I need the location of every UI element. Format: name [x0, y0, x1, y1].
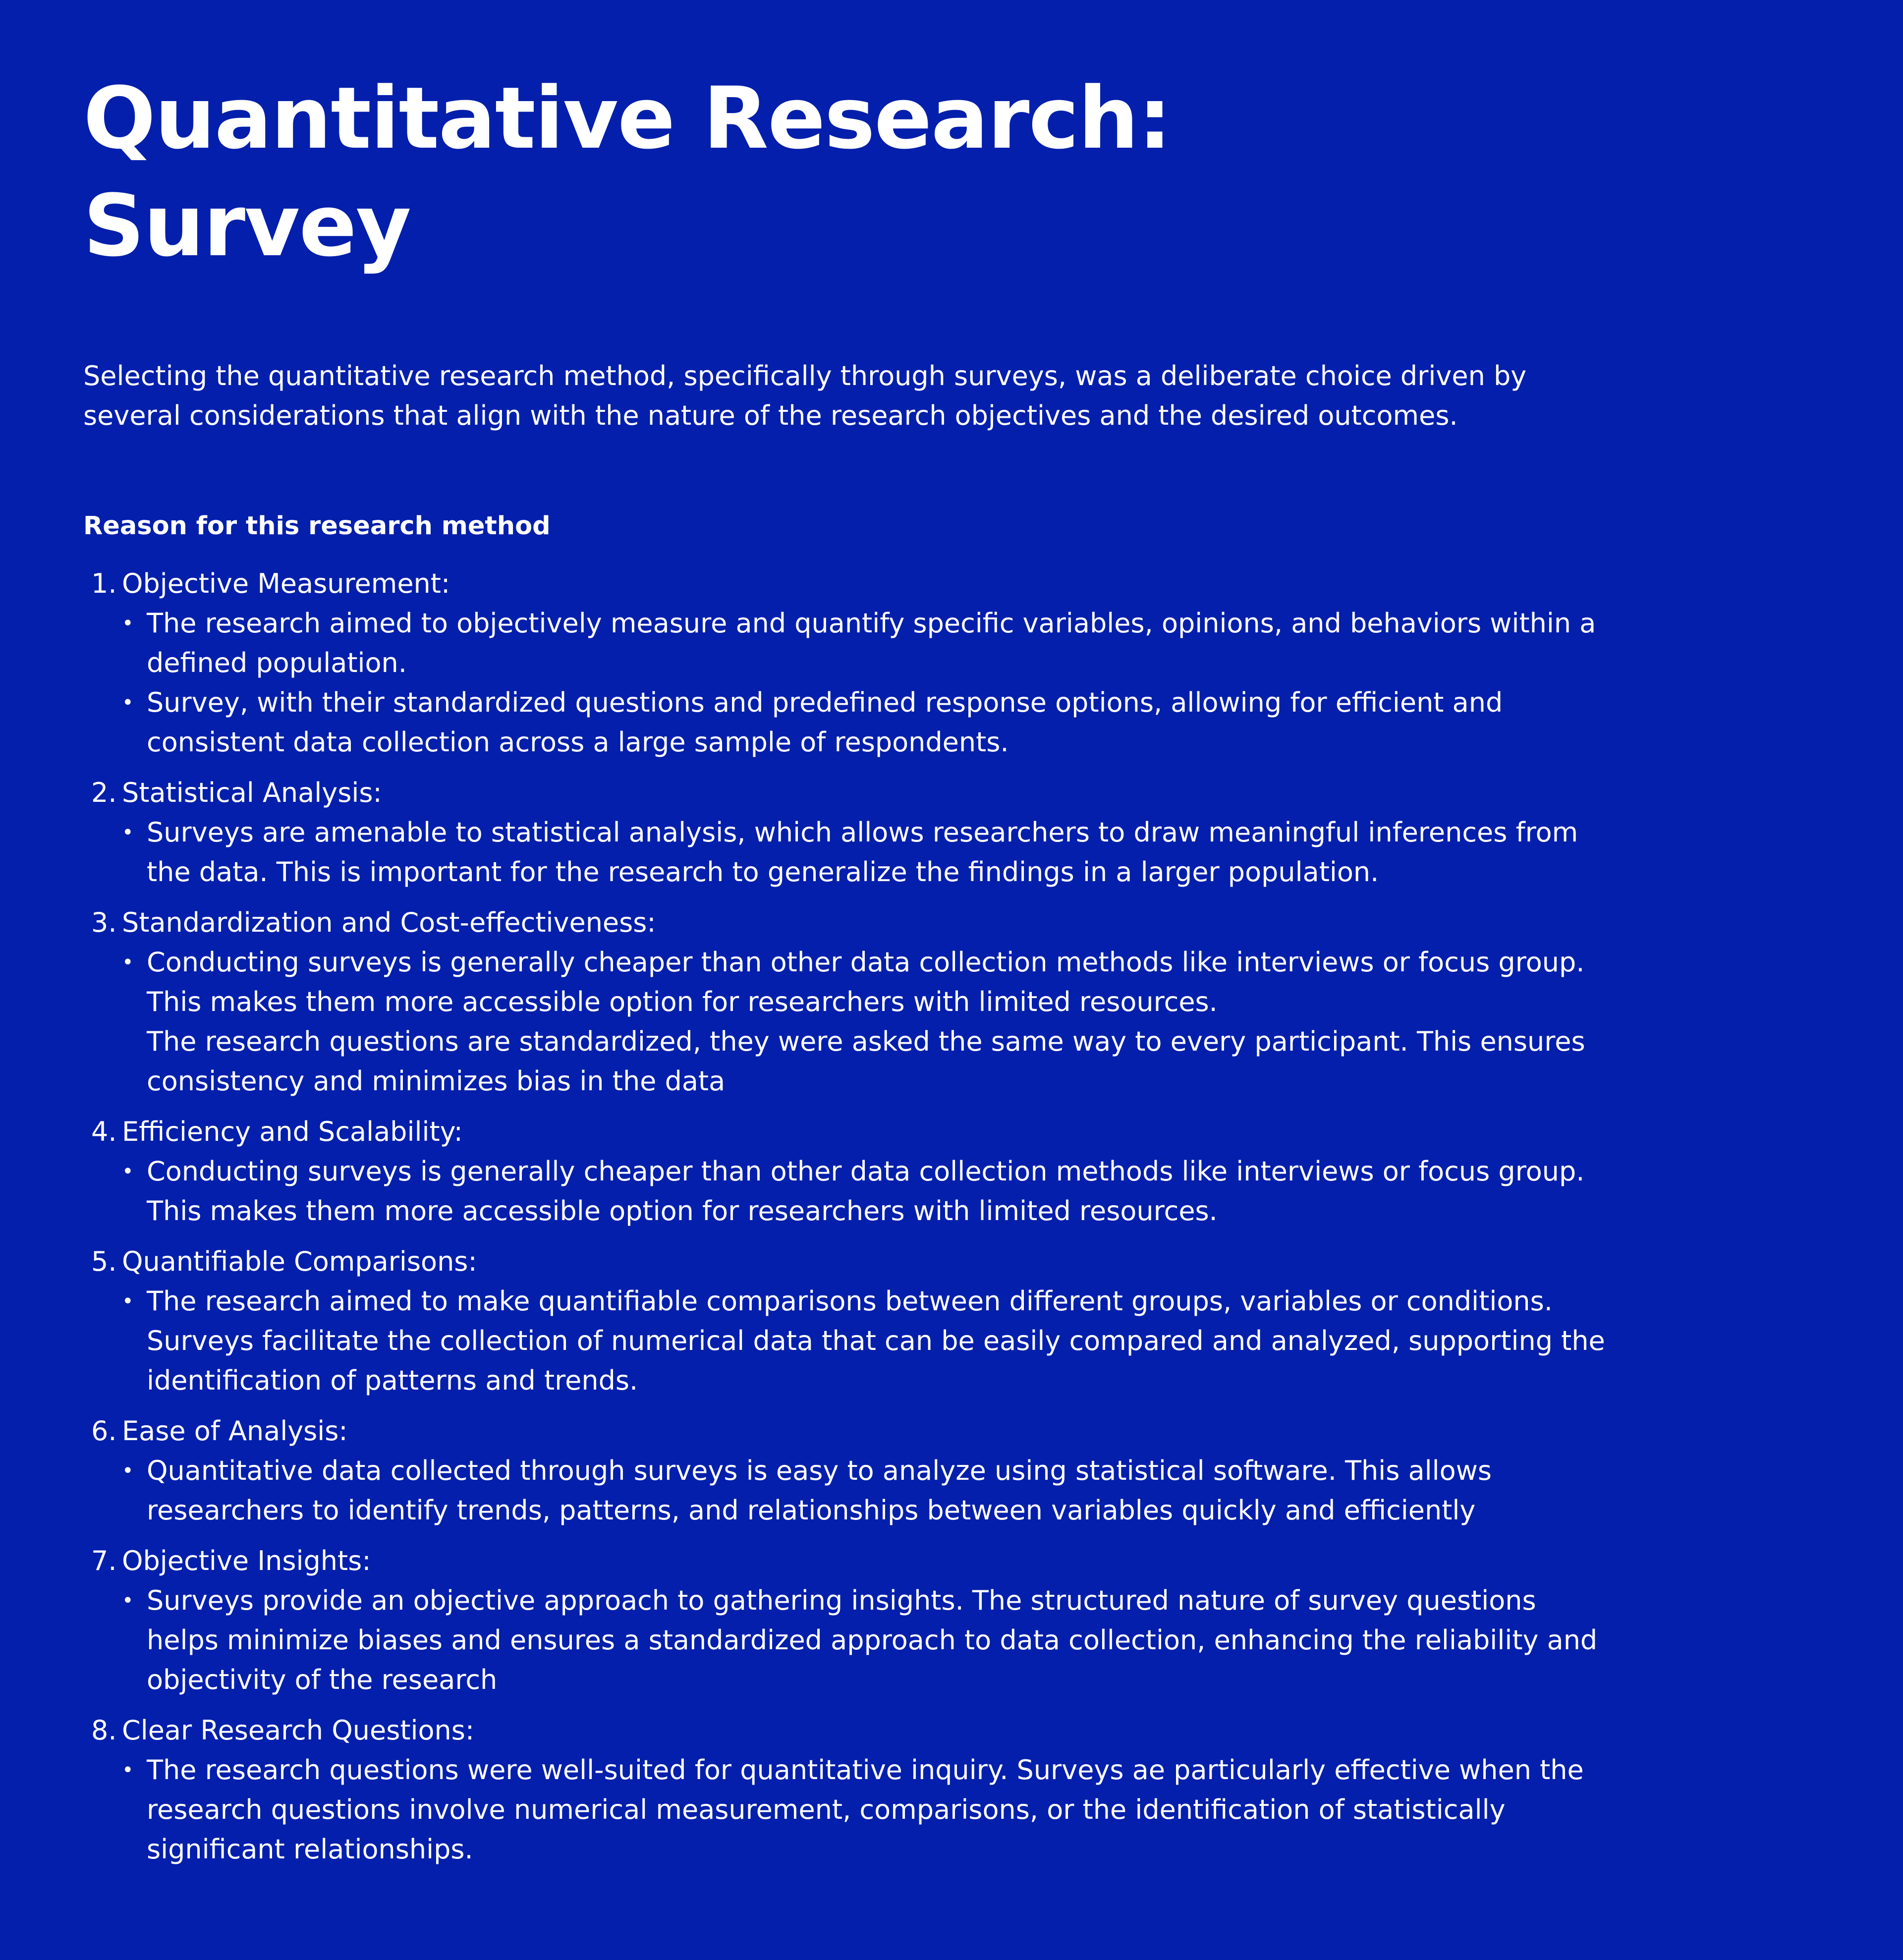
bullet-point — [122, 1750, 1615, 1869]
reason-title-text: Objective Insights: — [122, 1545, 371, 1576]
reason-points — [83, 1750, 1615, 1869]
reasons-list — [83, 564, 1615, 1869]
reason-title-text: Efficiency and Scalability: — [122, 1116, 463, 1147]
bullet-point — [122, 943, 1615, 1101]
reason-title — [83, 564, 1615, 604]
bullet-text: Conducting surveys is generally cheaper than other data collection methods like interviews or focus group. This makes them more accessible option for researchers with limited resources. — [147, 1156, 1585, 1227]
reason-item — [83, 1112, 1615, 1231]
bullet-point — [122, 604, 1615, 683]
reason-number: 8. — [91, 1715, 117, 1746]
reason-title — [83, 1541, 1615, 1581]
reason-item — [83, 564, 1615, 762]
reason-number: 5. — [91, 1246, 117, 1277]
bullet-extra-text: The research questions are standardized, they were asked the same way to every participant. This ensures consistency and minimizes bias in the data — [147, 1026, 1585, 1097]
reason-points — [83, 1581, 1615, 1700]
bullet-icon: • — [122, 691, 134, 714]
bullet-icon: • — [122, 1160, 134, 1183]
bullet-text: The research aimed to objectively measure and quantify specific variables, opinions, and behaviors within a defined population. — [147, 608, 1596, 678]
reason-title-text: Ease of Analysis: — [122, 1415, 348, 1447]
reason-title — [83, 1112, 1615, 1152]
bullet-text: Quantitative data collected through surveys is easy to analyze using statistical software. This allows researchers to identify trends, patterns, and relationships between variables quickly and efficiently — [147, 1455, 1492, 1526]
reason-number: 4. — [91, 1116, 117, 1147]
reason-item — [83, 1711, 1615, 1869]
reason-title — [83, 773, 1615, 813]
reason-title — [83, 1411, 1615, 1451]
bullet-text: Conducting surveys is generally cheaper than other data collection methods like interviews or focus group. This makes them more accessible option for researchers with limited resources. — [147, 947, 1585, 1017]
reason-points — [83, 1152, 1615, 1231]
bullet-text: The research aimed to make quantifiable comparisons between different groups, variables or conditions. Surveys facilitate the collection of numerical data that can be easily compared and analyzed, supporting the identification of patterns and trends. — [147, 1286, 1605, 1396]
intro-paragraph: Selecting the quantitative research method, specifically through surveys, was a deliberate choice driven by several considerations that align with the nature of the research objectives and the desired outcomes. — [83, 360, 1527, 431]
bullet-point — [122, 813, 1615, 892]
reason-title-text: Objective Measurement: — [122, 568, 450, 599]
reason-number: 3. — [91, 907, 117, 938]
bullet-point — [122, 1152, 1615, 1231]
bullet-text: Survey, with their standardized questions and predefined response options, allowing for efficient and consistent data collection across a large sample of respondents. — [147, 687, 1503, 758]
bullet-icon: • — [122, 951, 134, 974]
reason-number: 6. — [91, 1415, 117, 1447]
reason-item — [83, 903, 1615, 1101]
bullet-point — [122, 1581, 1615, 1700]
reason-points — [83, 1451, 1615, 1530]
reason-title-text: Standardization and Cost-effectiveness: — [122, 907, 656, 938]
bullet-icon: • — [122, 1589, 134, 1612]
page-title-line-2: Survey — [83, 176, 411, 276]
bullet-point — [122, 683, 1615, 762]
reason-item — [83, 1411, 1615, 1530]
reason-title — [83, 1242, 1615, 1282]
reason-points — [83, 943, 1615, 1101]
bullet-text: Surveys are amenable to statistical analysis, which allows researchers to draw meaningful inferences from the data. This is important for the research to generalize the findings in a larger population. — [147, 817, 1578, 888]
reason-title-text: Statistical Analysis: — [122, 777, 382, 808]
page-title — [83, 64, 1471, 280]
bullet-text: The research questions were well-suited for quantitative inquiry. Surveys ae particularly effective when the research questions involve numerical measurement, comparisons, or the identification of statistically significant relationships. — [147, 1754, 1584, 1865]
reason-number: 2. — [91, 777, 117, 808]
bullet-icon: • — [122, 821, 134, 844]
reason-item — [83, 1242, 1615, 1400]
reason-title — [83, 903, 1615, 943]
reason-points — [83, 813, 1615, 892]
reason-item — [83, 1541, 1615, 1700]
reason-points — [83, 604, 1615, 762]
bullet-icon: • — [122, 1459, 134, 1482]
bullet-point — [122, 1451, 1615, 1530]
bullet-text: Surveys provide an objective approach to gathering insights. The structured nature of survey questions helps minimize biases and ensures a standardized approach to data collection, enhancing the reliability and objectivity of the research — [147, 1585, 1598, 1695]
reason-title-text: Clear Research Questions: — [122, 1715, 475, 1746]
reason-number: 1. — [91, 568, 117, 599]
bullet-icon: • — [122, 612, 134, 635]
reason-number: 7. — [91, 1545, 117, 1576]
bullet-icon: • — [122, 1290, 134, 1313]
page-title-line-1: Quantitative Research: — [83, 68, 1171, 168]
bullet-icon: • — [122, 1759, 134, 1782]
reason-item — [83, 773, 1615, 892]
reason-title — [83, 1711, 1615, 1750]
reason-title-text: Quantifiable Comparisons: — [122, 1246, 477, 1277]
bullet-point — [122, 1282, 1615, 1400]
reason-points — [83, 1282, 1615, 1400]
section-heading: Reason for this research method — [83, 511, 551, 541]
